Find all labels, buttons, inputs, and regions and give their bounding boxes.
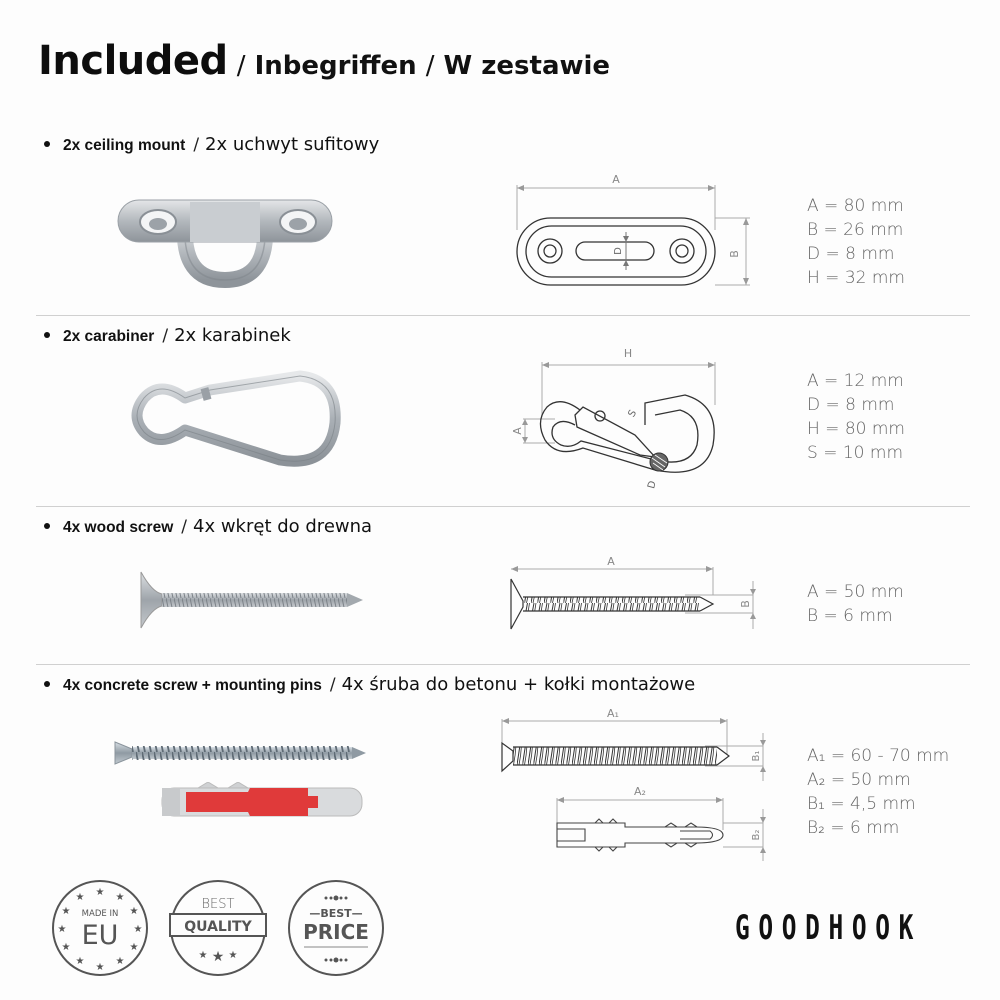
- section-divider: [36, 315, 970, 316]
- title-german: Inbegriffen: [254, 51, 417, 81]
- svg-text:★: ★: [61, 942, 71, 953]
- badge-best-text: —BEST—: [309, 907, 363, 920]
- svg-text:★: ★: [211, 949, 225, 965]
- svg-text:★: ★: [129, 942, 139, 953]
- spec-h: H = 80 mm: [807, 419, 905, 439]
- concrete-screw-specs: [807, 744, 949, 840]
- title-separator: /: [236, 51, 246, 81]
- page-title: [38, 38, 610, 84]
- spec-b: B = 6 mm: [807, 606, 893, 626]
- concrete-screw-photo: [112, 738, 372, 768]
- svg-text:★: ★: [95, 887, 105, 898]
- wood-screw-specs: [807, 580, 904, 628]
- svg-text:★: ★: [57, 924, 67, 935]
- spec-a: A = 12 mm: [807, 371, 904, 391]
- ceiling-mount-photo: [110, 180, 340, 290]
- made-in-eu-badge: [50, 878, 150, 978]
- svg-text:★: ★: [129, 906, 139, 917]
- item-heading-concrete-screw: [44, 674, 695, 695]
- item-name-en: 4x wood screw: [63, 519, 174, 536]
- item-name-pl: 2x karabinek: [174, 325, 291, 346]
- carabiner-photo: [130, 368, 345, 468]
- svg-text:★: ★: [115, 892, 125, 903]
- svg-text:★: ★: [75, 956, 85, 967]
- diagram-label-b: B: [728, 250, 741, 258]
- spec-a: A = 50 mm: [807, 582, 904, 602]
- diagram-label-a: A: [511, 427, 524, 435]
- badge-price-text: PRICE: [303, 920, 369, 944]
- section-divider: [36, 506, 970, 507]
- bullet-icon: [44, 681, 50, 687]
- concrete-screw-diagram: [495, 705, 775, 865]
- ceiling-mount-diagram: [510, 170, 760, 290]
- quality-badges: [50, 878, 386, 978]
- spec-d: D = 8 mm: [807, 395, 895, 415]
- diagram-label-h: H: [623, 347, 633, 360]
- title-separator: /: [425, 51, 435, 81]
- diagram-label-a1: A₁: [607, 707, 619, 720]
- carabiner-specs: [807, 369, 905, 465]
- item-separator: /: [329, 675, 336, 695]
- diagram-label-d: D: [646, 479, 659, 491]
- svg-text:★: ★: [115, 956, 125, 967]
- spec-a: A = 80 mm: [807, 196, 904, 216]
- item-name-pl: 4x śruba do betonu + kołki montażowe: [341, 674, 696, 695]
- bullet-icon: [44, 141, 50, 147]
- svg-text:★: ★: [95, 962, 105, 973]
- best-quality-badge: [168, 878, 268, 978]
- bullet-icon: [44, 332, 50, 338]
- title-polish: W zestawie: [443, 51, 611, 81]
- ceiling-mount-specs: [807, 194, 905, 290]
- spec-d: D = 8 mm: [807, 244, 895, 264]
- svg-text:★: ★: [61, 906, 71, 917]
- title-english: Included: [38, 38, 228, 84]
- spec-s: S = 10 mm: [807, 443, 903, 463]
- section-divider: [36, 664, 970, 665]
- diagram-label-a: A: [612, 173, 620, 186]
- item-name-en: 2x carabiner: [63, 328, 155, 345]
- badge-eu-text: EU: [81, 920, 119, 951]
- brand-logo: GOODHOOK: [735, 908, 923, 948]
- item-name-pl: 4x wkręt do drewna: [193, 516, 373, 537]
- diagram-label-a2: A₂: [634, 785, 646, 798]
- best-price-badge: [286, 878, 386, 978]
- carabiner-diagram: [505, 345, 735, 495]
- spec-b: B = 26 mm: [807, 220, 904, 240]
- wood-screw-diagram: [505, 555, 765, 635]
- item-heading-carabiner: [44, 325, 291, 346]
- star-icons: [199, 949, 238, 965]
- item-separator: /: [193, 135, 200, 155]
- item-separator: /: [181, 517, 187, 537]
- item-name-en: 2x ceiling mount: [63, 137, 186, 154]
- svg-text:★: ★: [133, 924, 143, 935]
- spec-b1: B₁ = 4,5 mm: [807, 794, 916, 814]
- svg-text:★: ★: [198, 950, 208, 961]
- item-heading-ceiling-mount: [44, 134, 379, 155]
- item-separator: /: [162, 326, 169, 346]
- spec-h: H = 32 mm: [807, 268, 905, 288]
- diagram-label-d: D: [613, 247, 624, 255]
- spec-a2: A₂ = 50 mm: [807, 770, 911, 790]
- spec-b2: B₂ = 6 mm: [807, 818, 900, 838]
- bullet-icon: [44, 523, 50, 529]
- mounting-pin-photo: [158, 782, 368, 822]
- item-name-pl: 2x uchwyt sufitowy: [205, 134, 380, 155]
- diagram-label-b1: B₁: [751, 750, 762, 762]
- svg-text:★: ★: [75, 892, 85, 903]
- diagram-label-a: A: [607, 555, 615, 568]
- item-heading-wood-screw: [44, 516, 372, 537]
- diagram-label-b2: B₂: [751, 829, 762, 841]
- svg-text:★: ★: [228, 950, 238, 961]
- diagram-label-s: S: [626, 408, 640, 420]
- spec-a1: A₁ = 60 - 70 mm: [807, 746, 950, 766]
- badge-best-text: BEST: [201, 897, 235, 912]
- badge-quality-text: QUALITY: [184, 919, 252, 935]
- diagram-label-b: B: [739, 600, 752, 608]
- wood-screw-photo: [138, 570, 368, 630]
- item-name-en: 4x concrete screw + mounting pins: [63, 677, 322, 694]
- badge-made-in-text: MADE IN: [81, 909, 119, 919]
